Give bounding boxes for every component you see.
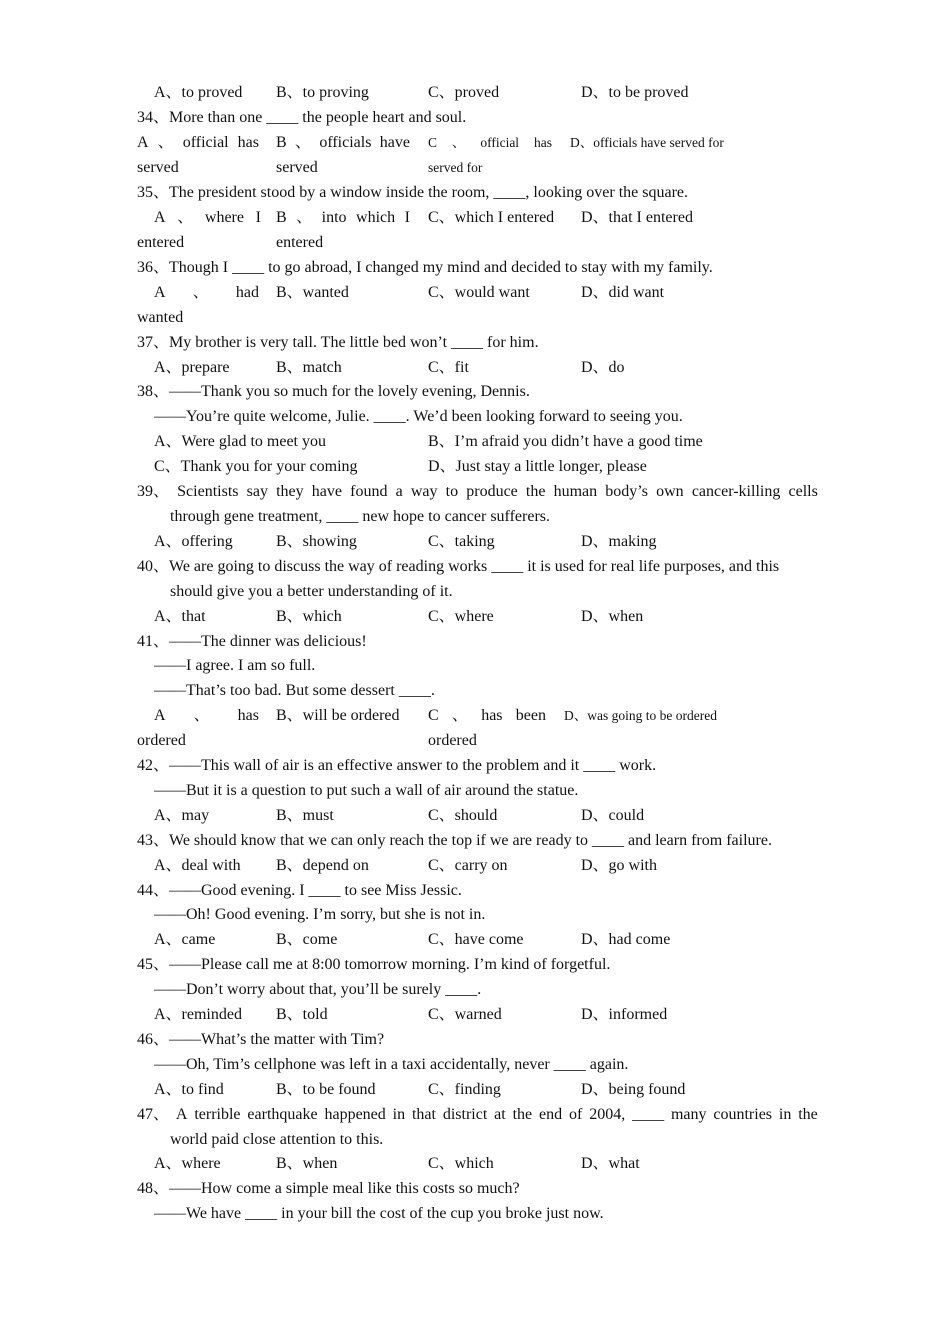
q45-option-d: D、informed xyxy=(581,1006,668,1023)
q42-option-a: A、may xyxy=(154,807,210,824)
q35-option-d: D、that I entered xyxy=(581,209,693,226)
q45-option-c: C、warned xyxy=(428,1006,502,1023)
q40-stem: 40、We are going to discuss the way of reading works ____ it is used for real life purposes, and this xyxy=(137,558,780,575)
q40-option-a: A、that xyxy=(154,608,206,625)
q40-option-d: D、when xyxy=(581,608,644,625)
q48-reply: ——We have ____ in your bill the cost of the cup you broke just now. xyxy=(154,1205,604,1222)
q42-option-b: B、must xyxy=(276,807,334,824)
q35-option-b-cont: entered xyxy=(276,234,324,251)
q46-reply: ——Oh, Tim’s cellphone was left in a taxi accidentally, never ____ again. xyxy=(154,1056,629,1073)
q40-stem-cont: should give you a better understanding of it. xyxy=(170,583,453,600)
q47-stem: 47、 A terrible earthquake happened in that district at the end of 2004, ____ many countries in the xyxy=(137,1106,818,1123)
q37-stem: 37、My brother is very tall. The little bed won’t ____ for him. xyxy=(137,334,539,351)
q41-option-c-cont: ordered xyxy=(428,732,477,749)
q41-stem: 41、——The dinner was delicious! xyxy=(137,633,367,650)
q34-option-a: A 、 official has xyxy=(137,134,259,151)
q37-option-d: D、do xyxy=(581,359,625,376)
q39-stem-cont: through gene treatment, ____ new hope to cancer sufferers. xyxy=(170,508,551,525)
q38-option-d: D、Just stay a little longer, please xyxy=(428,458,647,475)
q33-option-b: B、to proving xyxy=(276,84,369,101)
q33-option-c: C、proved xyxy=(428,84,500,101)
q37-option-a: A、prepare xyxy=(154,359,230,376)
q40-option-c: C、where xyxy=(428,608,494,625)
q46-option-d: D、being found xyxy=(581,1081,686,1098)
q43-option-b: B、depend on xyxy=(276,857,369,874)
q43-option-c: C、carry on xyxy=(428,857,508,874)
q36-option-a: A 、 had xyxy=(154,284,259,301)
q36-stem: 36、Though I ____ to go abroad, I changed my mind and decided to stay with my family. xyxy=(137,259,713,276)
q44-reply: ——Oh! Good evening. I’m sorry, but she is not in. xyxy=(154,906,486,923)
q44-option-c: C、have come xyxy=(428,931,524,948)
q46-option-a: A、to find xyxy=(154,1081,224,1098)
q43-stem: 43、We should know that we can only reach the top if we are ready to ____ and learn from failure. xyxy=(137,832,772,849)
q41-line-3: ——That’s too bad. But some dessert ____. xyxy=(154,682,435,699)
q36-option-a-cont: wanted xyxy=(137,309,184,326)
q35-option-a-cont: entered xyxy=(137,234,185,251)
q44-stem: 44、——Good evening. I ____ to see Miss Jessic. xyxy=(137,882,462,899)
q41-option-b: B、will be ordered xyxy=(276,707,400,724)
q38-option-c: C、Thank you for your coming xyxy=(154,458,358,475)
q37-option-c: C、fit xyxy=(428,359,469,376)
q34-option-c: C 、 official has xyxy=(428,135,552,150)
q34-option-a-cont: served xyxy=(137,159,179,176)
q43-option-a: A、deal with xyxy=(154,857,241,874)
q47-option-b: B、when xyxy=(276,1155,338,1172)
q41-option-d: D、was going to be ordered xyxy=(564,708,717,723)
q47-option-d: D、what xyxy=(581,1155,640,1172)
q38-option-b: B、I’m afraid you didn’t have a good time xyxy=(428,433,703,450)
q34-option-c-cont: served for xyxy=(428,160,483,175)
q39-option-d: D、making xyxy=(581,533,657,550)
q39-stem: 39、 Scientists say they have found a way to produce the human body’s own cancer-killing cells xyxy=(137,483,818,500)
q46-option-c: C、finding xyxy=(428,1081,501,1098)
q35-option-a: A 、 where I xyxy=(154,209,261,226)
q44-option-a: A、came xyxy=(154,931,216,948)
q34-option-b-cont: served xyxy=(276,159,318,176)
q38-stem: 38、——Thank you so much for the lovely evening, Dennis. xyxy=(137,383,530,400)
q41-option-a: A 、 has xyxy=(154,707,259,724)
q47-stem-cont: world paid close attention to this. xyxy=(170,1131,384,1148)
q45-reply: ——Don’t worry about that, you’ll be surely ____. xyxy=(154,981,482,998)
q45-stem: 45、——Please call me at 8:00 tomorrow morning. I’m kind of forgetful. xyxy=(137,956,611,973)
q42-reply: ——But it is a question to put such a wall of air around the statue. xyxy=(154,782,579,799)
q40-option-b: B、which xyxy=(276,608,342,625)
q43-option-d: D、go with xyxy=(581,857,658,874)
q38-option-a: A、Were glad to meet you xyxy=(154,433,326,450)
q34-option-d: D、officials have served for xyxy=(570,135,724,150)
q41-line-2: ——I agree. I am so full. xyxy=(154,657,316,674)
q39-option-c: C、taking xyxy=(428,533,495,550)
q39-option-a: A、offering xyxy=(154,533,233,550)
q39-option-b: B、showing xyxy=(276,533,357,550)
q44-option-d: D、had come xyxy=(581,931,671,948)
q34-option-b: B 、 officials have xyxy=(276,134,410,151)
q35-option-c: C、which I entered xyxy=(428,209,555,226)
q42-stem: 42、——This wall of air is an effective answer to the problem and it ____ work. xyxy=(137,757,657,774)
q37-option-b: B、match xyxy=(276,359,342,376)
q42-option-c: C、should xyxy=(428,807,498,824)
q33-option-a: A、to proved xyxy=(154,84,243,101)
q35-stem: 35、The president stood by a window inside the room, ____, looking over the square. xyxy=(137,184,689,201)
q45-option-b: B、told xyxy=(276,1006,328,1023)
q33-option-d: D、to be proved xyxy=(581,84,689,101)
q44-option-b: B、come xyxy=(276,931,338,948)
q47-option-a: A、where xyxy=(154,1155,221,1172)
q42-option-d: D、could xyxy=(581,807,645,824)
q36-option-b: B、wanted xyxy=(276,284,349,301)
q45-option-a: A、reminded xyxy=(154,1006,242,1023)
q46-option-b: B、to be found xyxy=(276,1081,376,1098)
q38-reply: ——You’re quite welcome, Julie. ____. We’d been looking forward to seeing you. xyxy=(154,408,683,425)
q48-stem: 48、——How come a simple meal like this costs so much? xyxy=(137,1180,520,1197)
q46-stem: 46、——What’s the matter with Tim? xyxy=(137,1031,385,1048)
q47-option-c: C、which xyxy=(428,1155,494,1172)
q41-option-c: C 、 has been xyxy=(428,707,546,724)
q36-option-c: C、would want xyxy=(428,284,530,301)
q36-option-d: D、did want xyxy=(581,284,665,301)
q34-stem: 34、More than one ____ the people heart and soul. xyxy=(137,109,467,126)
q35-option-b: B 、 into which I xyxy=(276,209,410,226)
q41-option-a-cont: ordered xyxy=(137,732,186,749)
